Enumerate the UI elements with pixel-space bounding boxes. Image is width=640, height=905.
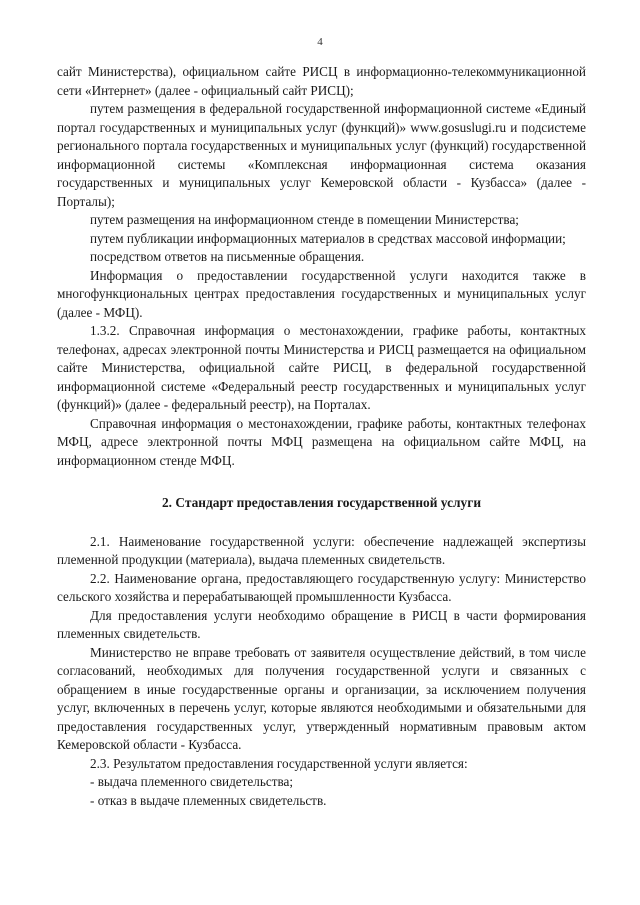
paragraph: путем публикации информационных материалов в средствах массовой информации; [90,230,566,246]
paragraph: 2.1. Наименование государственной услуги: обеспечение надлежащей экспертизы племенной продукции (материала), выдача племенных свидетельств. [57,533,586,567]
paragraph: путем размещения в федеральной государственной информационной системе «Единый портал государственных и муниципальных услуг (функций)» www.gosuslugi.ru и подсистеме регионального портала государственных и муниципальных услуг (функций) государственной информационной системы «Комплексная информационная система оказания государственных и муниципальных услуг Кемеровской области - Кузбасса» (далее - Порталы); [57,101,586,209]
paragraph: 1.3.2. Справочная информация о местонахождении, графике работы, контактных телефонах, адресах электронной почты Министерства и РИСЦ размещается на официальном сайте Министерства, официальной сайте РИСЦ, в федеральной государственной информационной системе «Федеральный реестр государственных и муниципальных услуг (функций)» (далее - федеральный реестр), на Порталах. [57,323,586,412]
paragraph: сайт Министерства), официальном сайте РИСЦ в информационно-телекоммуникационной сети «Интернет» (далее - официальный сайт РИСЦ); [57,64,586,98]
paragraph: путем размещения на информационном стенде в помещении Министерства; [90,212,519,227]
paragraph: 2.3. Результатом предоставления государственной услуги является: [90,755,468,771]
paragraph: Министерство не вправе требовать от заявителя осуществление действий, в том числе согласований, необходимых для получения государственной услуги и связанных с обращением в иные государственные органы и организации, за исключением получения услуг, включенных в перечень услуг, которые являются необходимыми и обязательными для предоставления государственных услуг, утвержденный нормативным правовым актом Кемеровской области - Кузбасса. [57,644,586,752]
paragraph: Информация о предоставлении государственной услуги находится также в многофункциональных центрах предоставления государственных и муниципальных услуг (далее - МФЦ). [57,267,586,320]
list-item: - отказ в выдаче племенных свидетельств. [90,792,327,808]
paragraph: Справочная информация о местонахождении, графике работы, контактных телефонах МФЦ, адресе электронной почты МФЦ размещена на официальном сайте МФЦ, на информационном стенде МФЦ. [57,415,586,468]
paragraph: Для предоставления услуги необходимо обращение в РИСЦ в части формирования племенных свидетельств. [57,607,586,641]
paragraph: посредством ответов на письменные обращения. [90,249,365,264]
list-item: - выдача племенного свидетельства; [90,774,294,789]
document-body [57,63,586,810]
page-number: 4 [317,36,323,48]
paragraph: 2.2. Наименование органа, предоставляющего государственную услугу: Министерство сельского хозяйства и перерабатывающей промышленности Кузбасса. [57,570,586,604]
section-title: 2. Стандарт предоставления государственной услуги [161,495,482,510]
